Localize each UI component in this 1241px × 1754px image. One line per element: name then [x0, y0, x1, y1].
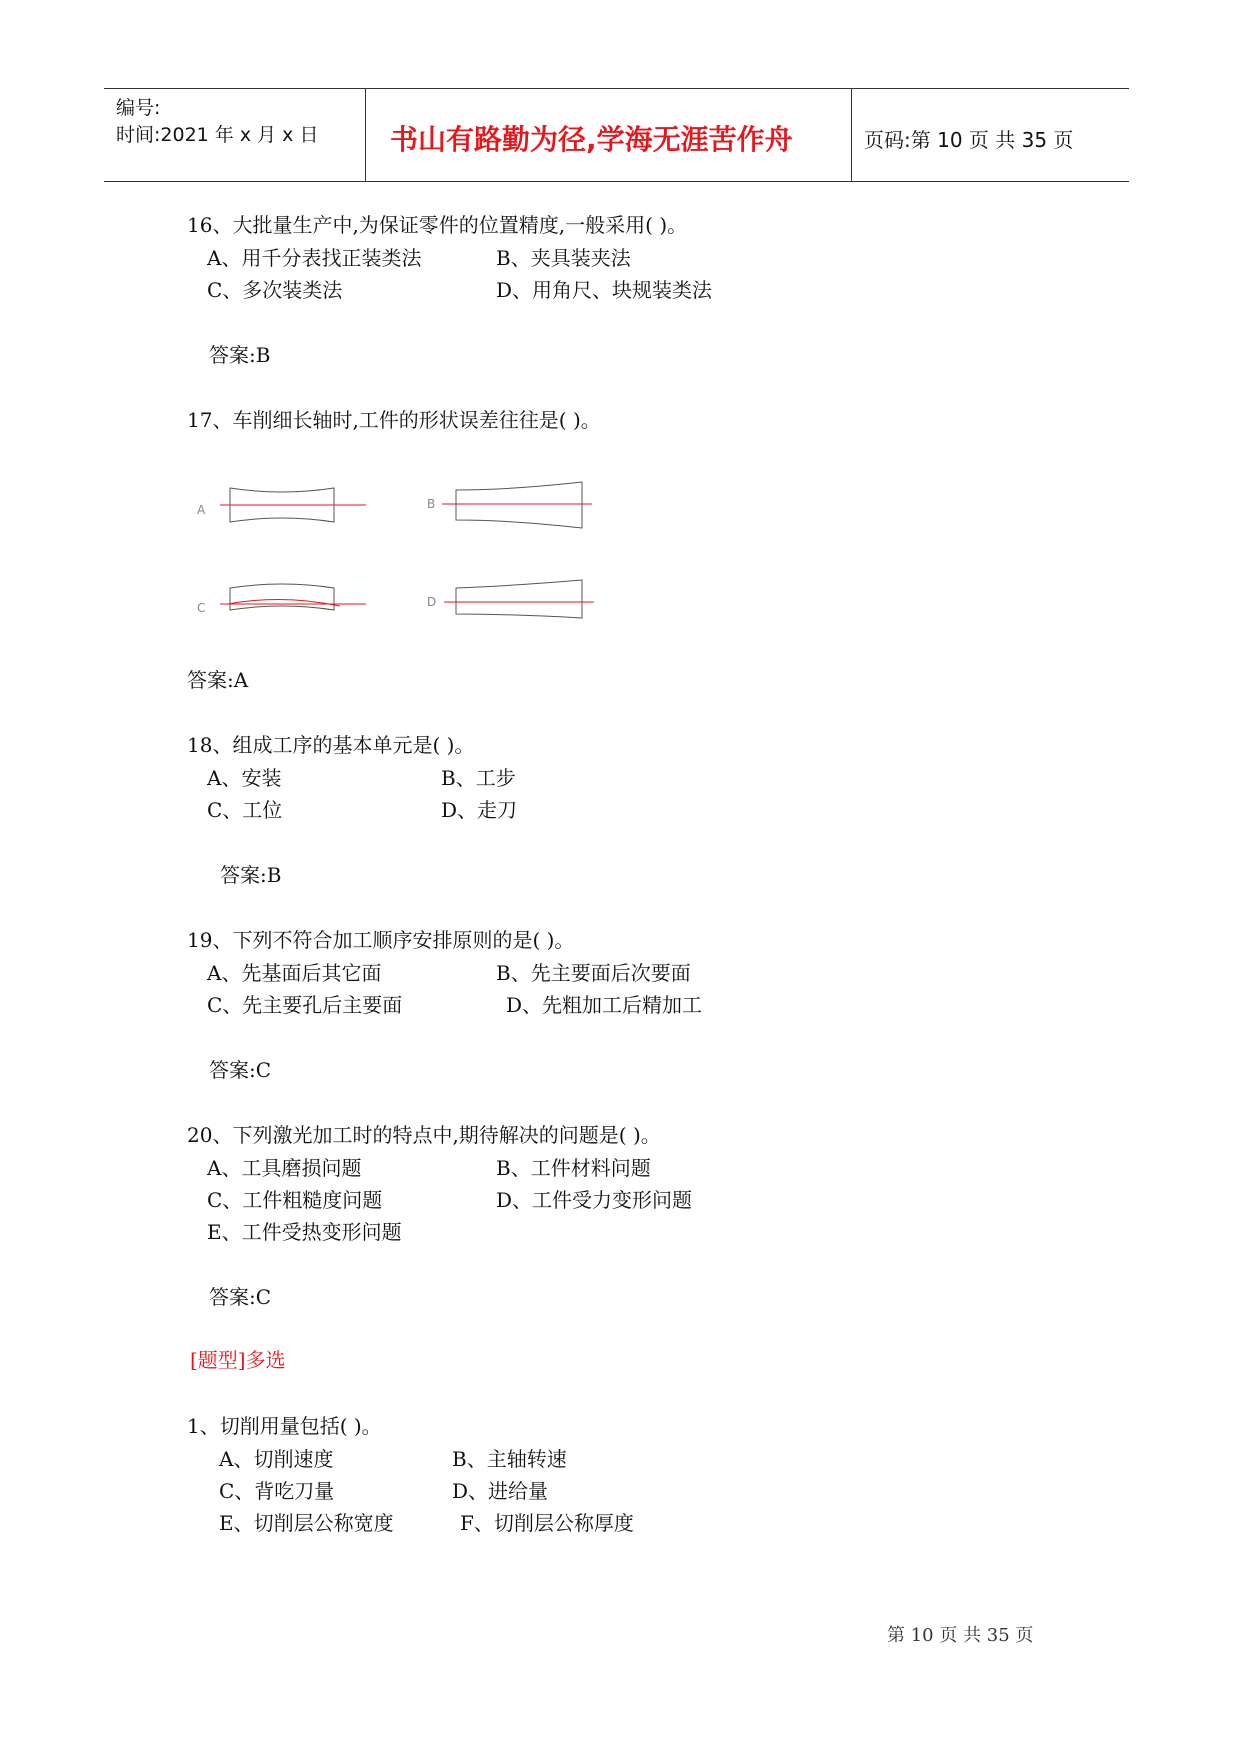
question-stem: 18、组成工序的基本单元是( )。: [187, 733, 475, 757]
option-c: C、多次装类法: [207, 278, 343, 302]
figure-label-c: C: [197, 601, 206, 615]
figure-b-tapered-shaft: [427, 482, 592, 528]
figure-d-tapered-shaft: [427, 580, 594, 618]
option-b: B、夹具装夹法: [496, 246, 631, 270]
figure-a-concave-shaft: [197, 488, 366, 522]
option-d: D、先粗加工后精加工: [506, 993, 703, 1017]
question-stem: 17、车削细长轴时,工件的形状误差往往是( )。: [187, 408, 601, 432]
header-bottom-border: [104, 181, 1129, 182]
question-stem: 20、下列激光加工时的特点中,期待解决的问题是( )。: [187, 1123, 661, 1147]
answer: 答案:C: [209, 1058, 272, 1082]
answer: 答案:B: [209, 343, 271, 367]
option-d: D、用角尺、块规装类法: [496, 278, 713, 302]
option-e: E、切削层公称宽度: [219, 1511, 394, 1535]
option-d: D、进给量: [452, 1479, 549, 1503]
document-time-label: 时间:2021 年 x 月 x 日: [116, 124, 319, 146]
answer: 答案:A: [187, 668, 249, 692]
option-c: C、工位: [207, 798, 283, 822]
option-b: B、工步: [441, 766, 516, 790]
section-heading-multiple-choice: [题型]多选: [190, 1348, 286, 1372]
document-number-label: 编号:: [116, 97, 161, 119]
header-motto: 书山有路勤为径,学海无涯苦作舟: [390, 123, 793, 156]
option-a: A、先基面后其它面: [207, 961, 382, 985]
question-stem: 19、下列不符合加工顺序安排原则的是( )。: [187, 928, 575, 952]
shaft-shape-figures: [190, 470, 610, 630]
option-a: A、用千分表找正装类法: [207, 246, 422, 270]
option-d: D、走刀: [441, 798, 518, 822]
figure-label-a: A: [197, 503, 206, 517]
figure-c-bent-shaft: [197, 584, 366, 615]
figure-label-d: D: [427, 595, 437, 609]
header-divider-right: [851, 88, 852, 182]
answer: 答案:B: [220, 863, 282, 887]
option-c: C、工件粗糙度问题: [207, 1188, 383, 1212]
option-a: A、工具磨损问题: [207, 1156, 362, 1180]
option-c: C、背吃刀量: [219, 1479, 335, 1503]
answer: 答案:C: [209, 1285, 272, 1309]
option-b: B、主轴转速: [452, 1447, 567, 1471]
option-a: A、切削速度: [219, 1447, 334, 1471]
option-d: D、工件受力变形问题: [496, 1188, 693, 1212]
option-b: B、先主要面后次要面: [496, 961, 691, 985]
question-stem: 1、切削用量包括( )。: [187, 1414, 382, 1438]
question-stem: 16、大批量生产中,为保证零件的位置精度,一般采用( )。: [187, 213, 688, 237]
option-b: B、工件材料问题: [496, 1156, 651, 1180]
option-c: C、先主要孔后主要面: [207, 993, 403, 1017]
header-divider-left: [365, 88, 366, 182]
option-f: F、切削层公称厚度: [460, 1511, 634, 1535]
option-e: E、工件受热变形问题: [207, 1220, 402, 1244]
page-footer: 第 10 页 共 35 页: [887, 1625, 1034, 1646]
header-page-info: 页码:第 10 页 共 35 页: [864, 128, 1074, 152]
option-a: A、安装: [207, 766, 282, 790]
header-top-border: [104, 88, 1129, 89]
figure-label-b: B: [427, 497, 436, 511]
